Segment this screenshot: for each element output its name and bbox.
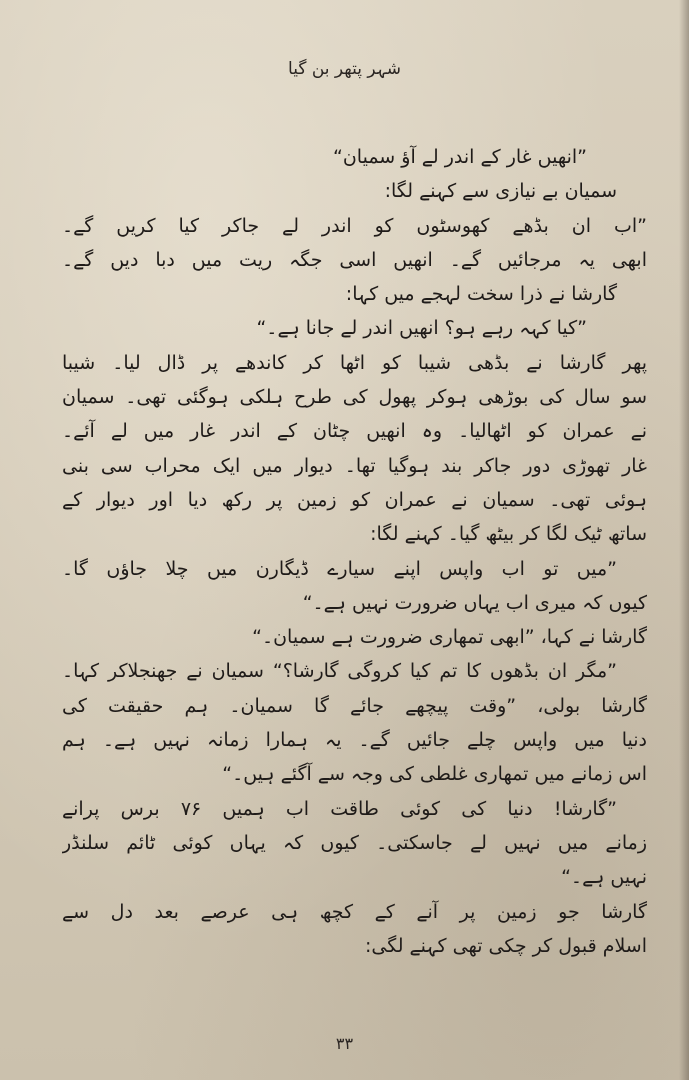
text-line: ”انھیں غار کے اندر لے آؤ سمیان“ [333, 146, 587, 168]
text-line: پھر گارشا نے بڈھی شیبا کو اٹھا کر کاندھے پر ڈال لیا۔ شیبا [62, 351, 647, 374]
text-line: ”گارشا! دنیا کی کوئی طاقت اب ہمیں ۷۶ برس پرانے [62, 797, 617, 820]
text-line: ”میں تو اب واپس اپنے سیارے ڈیگارن میں چلا جاؤں گا۔ [62, 557, 617, 580]
text-line: دنیا میں واپس چلے جائیں گے۔ یہ ہمارا زمانہ نہیں ہے۔ ہم [62, 729, 647, 752]
body-text [62, 140, 647, 963]
text-line: ابھی یہ مرجائیں گے۔ انھیں اسی جگہ ریت میں دبا دیں گے۔ [62, 248, 647, 271]
text-line: اس زمانے میں تمھاری غلطی کی وجہ سے آگئے ہیں۔“ [222, 763, 647, 786]
text-line: ”کیا کہہ رہے ہو؟ انھیں اندر لے جانا ہے۔“ [256, 317, 587, 340]
page-edge-shadow [679, 0, 689, 1080]
text-line: ”مگر ان بڈھوں کا تم کیا کروگی گارشا؟“ سمیان نے جھنجلاکر کہا۔ [62, 660, 617, 683]
text-line: زمانے میں نہیں لے جاسکتی۔ کیوں کہ یہاں کوئی ٹائم سلنڈر [62, 831, 647, 854]
text-line: سو سال کی بوڑھی ہوکر پھول کی طرح ہلکی ہوگئی تھی۔ سمیان [62, 386, 647, 409]
text-line: سمیان بے نیازی سے کہنے لگا: [384, 180, 617, 203]
text-line: گارشا بولی، ”وقت پیچھے جائے گا سمیان۔ ہم حقیقت کی [62, 694, 647, 717]
text-line: نے عمران کو اٹھالیا۔ وہ انھیں چٹان کے اندر غار میں لے آئے۔ [62, 420, 647, 443]
text-line: ”اب ان بڈھے کھوسٹوں کو اندر لے جاکر کیا کریں گے۔ [62, 214, 647, 237]
text-line: گارشا نے ذرا سخت لہجے میں کہا: [345, 283, 617, 306]
text-line: اسلام قبول کر چکی تھی کہنے لگی: [364, 934, 647, 957]
text-line: غار تھوڑی دور جاکر بند ہوگیا تھا۔ دیوار میں ایک محراب سی بنی [62, 454, 647, 477]
text-line: گارشا نے کہا، ”ابھی تمھاری ضرورت ہے سمیان۔“ [252, 626, 647, 649]
text-line: ہوئی تھی۔ سمیان نے عمران کو زمین پر رکھ دیا اور دیوار کے [62, 488, 647, 511]
text-line: نہیں ہے۔“ [561, 866, 647, 889]
page-number: ۳۳ [335, 1034, 354, 1053]
text-line: گارشا جو زمین پر آنے کے کچھ ہی عرصے بعد دل سے [62, 900, 647, 923]
text-line: ساتھ ٹیک لگا کر بیٹھ گیا۔ کہنے لگا: [370, 523, 647, 546]
text-line: کیوں کہ میری اب یہاں ضرورت نہیں ہے۔“ [302, 591, 647, 614]
running-head: شہر پتھر بن گیا [288, 59, 401, 79]
